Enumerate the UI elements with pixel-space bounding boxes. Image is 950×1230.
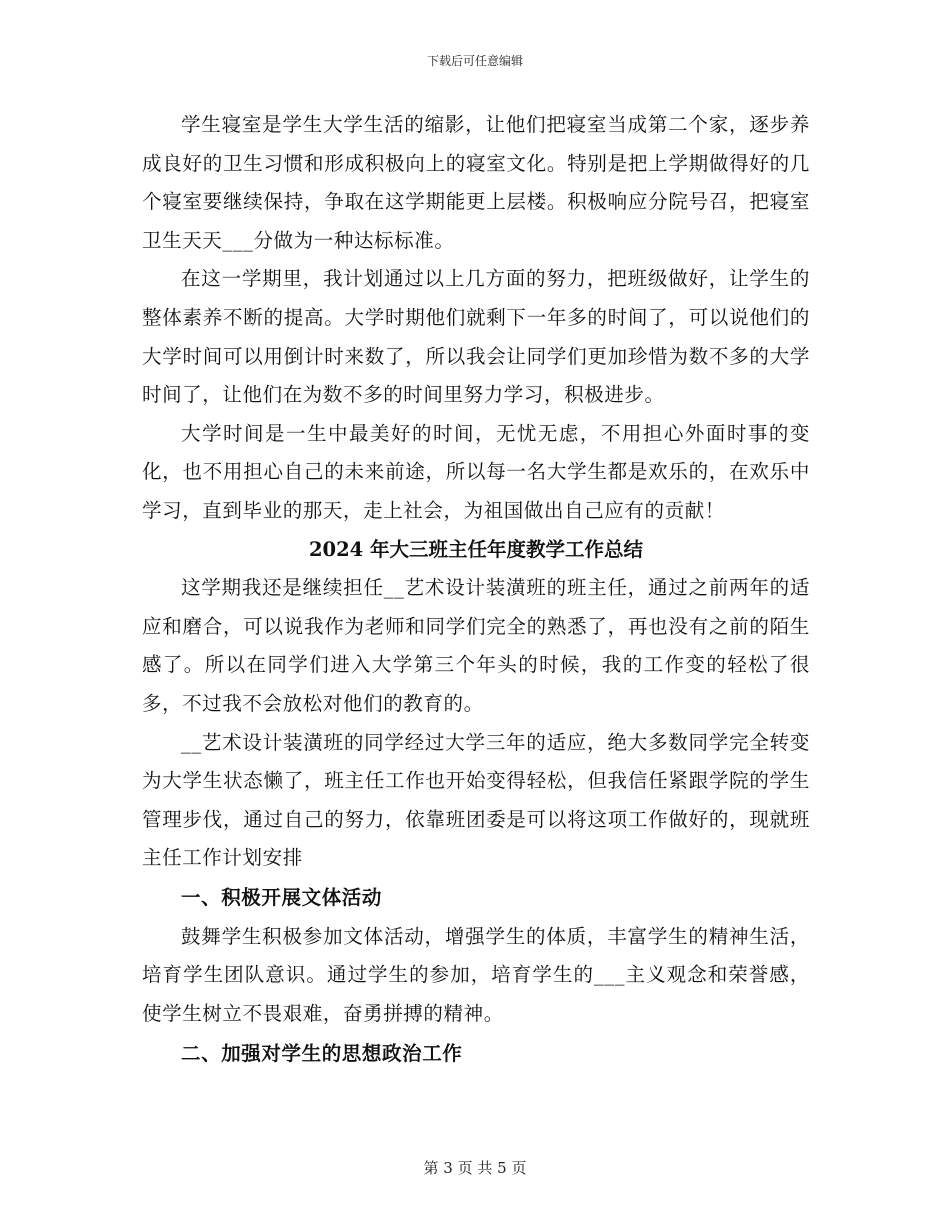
document-body bbox=[142, 106, 810, 1074]
page-header: 下载后可任意编辑 bbox=[426, 54, 523, 68]
paragraph-university-time: 大学时间是一生中最美好的时间，无忧无虑，不用担心外面时事的变化，也不用担心自己的未来前途，所以每一名大学生都是欢乐的，在欢乐中学习，直到毕业的那天，走上社会，为祖国做出自己应有的贡献！ bbox=[142, 421, 810, 522]
section-heading-activities: 一、积极开展文体活动 bbox=[181, 885, 383, 909]
paragraph-semester-plan: 在这一学期里，我计划通过以上几方面的努力，把班级做好，让学生的整体素养不断的提高。大学时期他们就剩下一年多的时间了，可以说他们的大学时间可以用倒计时来数了，所以我会让同学们更加珍惜为数不多的大学时间了，让他们在为数不多的时间里努力学习，积极进步。 bbox=[142, 267, 810, 407]
paragraph-class-adaptation: __艺术设计装潢班的同学经过大学三年的适应，绝大多数同学完全转变为大学生状态懒了，班主任工作也开始变得轻松，但我信任紧跟学院的学生管理步伐，通过自己的努力，依靠班团委是可以将这项工作做好的，现就班主任工作计划安排 bbox=[142, 730, 810, 870]
paragraph-activities: 鼓舞学生积极参加文体活动，增强学生的体质，丰富学生的精神生活，培育学生团队意识。通过学生的参加，培育学生的___主义观念和荣誉感，使学生树立不畏艰难，奋勇拼搏的精神。 bbox=[142, 924, 810, 1026]
paragraph-head-teacher: 这学期我还是继续担任__艺术设计装潢班的班主任，通过之前两年的适应和磨合，可以说我作为老师和同学们完全的熟悉了，再也没有之前的陌生感了。所以在同学们进入大学第三个年头的时候，我的工作变的轻松了很多，不过我不会放松对他们的教育的。 bbox=[142, 576, 810, 715]
page-footer: 第 3 页 共 5 页 bbox=[423, 1159, 527, 1177]
document-title: 2024 年大三班主任年度教学工作总结 bbox=[308, 537, 644, 561]
section-heading-political-work: 二、加强对学生的思想政治工作 bbox=[181, 1041, 463, 1065]
paragraph-dormitory: 学生寝室是学生大学生活的缩影，让他们把寝室当成第二个家，逐步养成良好的卫生习惯和形成积极向上的寝室文化。特别是把上学期做得好的几个寝室要继续保持，争取在这学期能更上层楼。积极响应分院号召，把寝室卫生天天___分做为一种达标标准。 bbox=[142, 113, 810, 252]
